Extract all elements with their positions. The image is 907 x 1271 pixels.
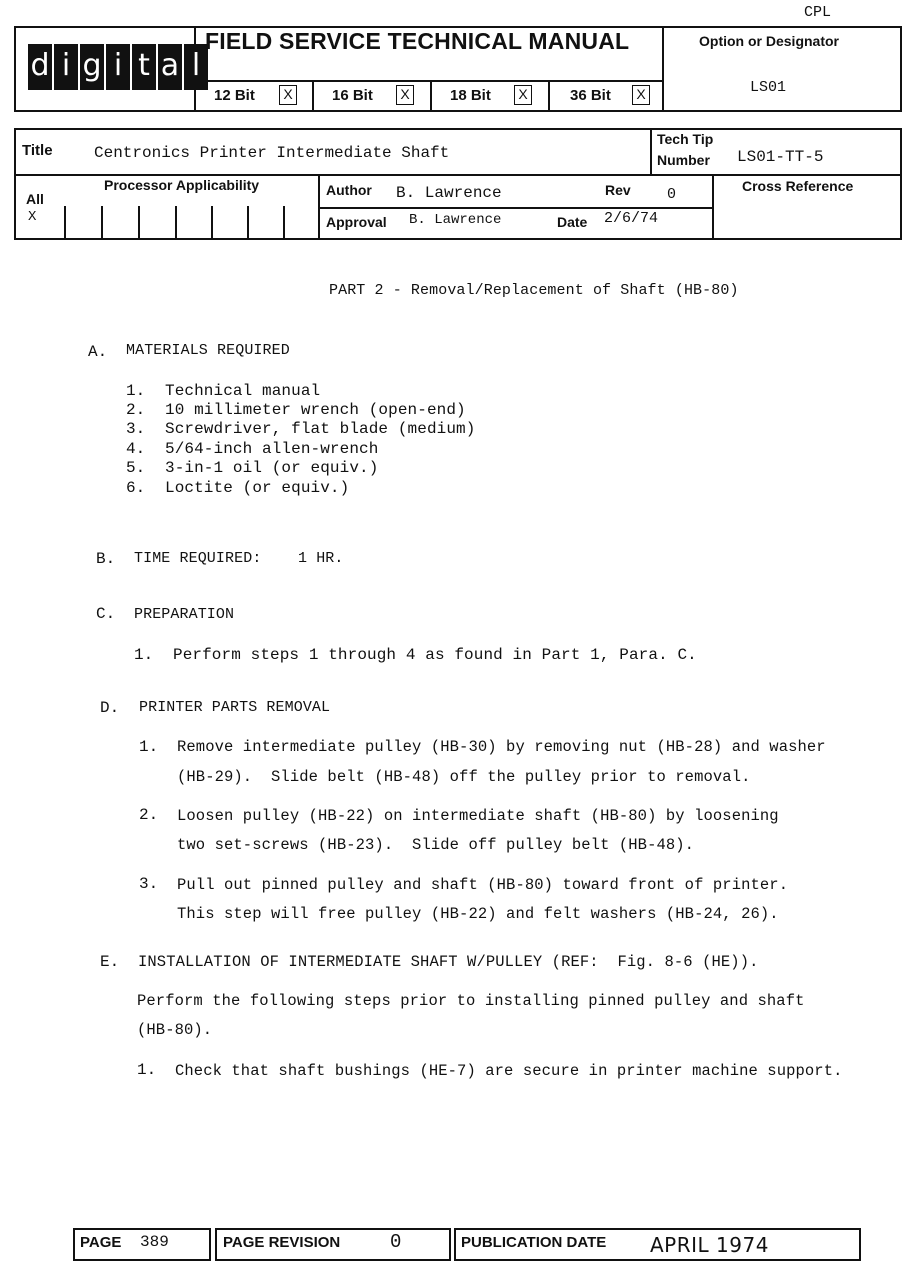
removal-step-line: Remove intermediate pulley (HB-30) by removing nut (HB-28) and washer	[177, 738, 826, 756]
processor-cell-divider	[138, 206, 140, 240]
installation-intro-line: (HB-80).	[137, 1021, 213, 1039]
removal-step-line: Loosen pulley (HB-22) on intermediate shaft (HB-80) by loosening	[177, 807, 779, 825]
section-c-title: PREPARATION	[134, 606, 235, 623]
removal-step-number: 1.	[139, 738, 159, 756]
section-b-title: TIME REQUIRED:	[134, 550, 262, 567]
publication-date-value: APRIL 1974	[650, 1233, 769, 1257]
bit-36-checkbox[interactable]: X	[632, 85, 650, 105]
tech-tip-number-value: LS01-TT-5	[737, 148, 824, 166]
title-value: Centronics Printer Intermediate Shaft	[94, 144, 450, 162]
all-value: X	[28, 209, 37, 225]
option-designator-value: LS01	[750, 79, 787, 96]
digital-logo	[28, 44, 208, 90]
removal-step-line: This step will free pulley (HB-22) and felt washers (HB-24, 26).	[177, 905, 779, 923]
processor-cell-divider	[211, 206, 213, 240]
materials-item: Screwdriver, flat blade (medium)	[165, 420, 476, 438]
info-divider	[650, 128, 652, 176]
section-e-title: INSTALLATION OF INTERMEDIATE SHAFT W/PULLEY (REF: Fig. 8-6 (HE)).	[138, 953, 759, 971]
materials-item-number: 1.	[126, 382, 146, 400]
materials-item-number: 5.	[126, 459, 146, 477]
logo-letter: t	[132, 44, 156, 90]
corner-code: CPL	[804, 4, 832, 21]
bit-divider	[430, 80, 432, 112]
processor-cell-divider	[101, 206, 103, 240]
section-d-title: PRINTER PARTS REMOVAL	[139, 699, 331, 716]
bit-16-label: 16 Bit	[332, 87, 373, 104]
bit-18-label: 18 Bit	[450, 87, 491, 104]
section-a-letter: A.	[88, 343, 108, 361]
installation-step: Check that shaft bushings (HE-7) are secure in printer machine support.	[175, 1062, 843, 1080]
logo-letter: g	[80, 44, 104, 90]
logo-letter: i	[106, 44, 130, 90]
preparation-item-number: 1.	[134, 646, 154, 664]
removal-step-line: (HB-29). Slide belt (HB-48) off the pulley prior to removal.	[177, 768, 751, 786]
bit-divider	[312, 80, 314, 112]
processor-cell-divider	[283, 206, 285, 240]
removal-step-line: two set-screws (HB-23). Slide off pulley belt (HB-48).	[177, 836, 695, 854]
cross-reference-label: Cross Reference	[742, 178, 854, 194]
logo-letter: a	[158, 44, 182, 90]
preparation-item: Perform steps 1 through 4 as found in Part 1, Para. C.	[173, 646, 697, 664]
author-value: B. Lawrence	[396, 184, 502, 202]
date-value: 2/6/74	[604, 210, 659, 227]
header-divider	[194, 80, 664, 82]
processor-cell-divider	[175, 206, 177, 240]
page-label: PAGE	[80, 1234, 122, 1251]
bit-12-checkbox[interactable]: X	[279, 85, 297, 105]
page-revision-value: 0	[390, 1231, 402, 1253]
materials-item: 5/64-inch allen-wrench	[165, 440, 379, 458]
installation-step-number: 1.	[137, 1061, 157, 1079]
approval-label: Approval	[326, 214, 387, 230]
section-a-title: MATERIALS REQUIRED	[126, 342, 290, 359]
section-b-letter: B.	[96, 550, 116, 568]
rev-value: 0	[667, 186, 677, 203]
materials-item-number: 3.	[126, 420, 146, 438]
all-label: All	[26, 191, 44, 207]
processor-cell-divider	[247, 206, 249, 240]
materials-item: Loctite (or equiv.)	[165, 479, 350, 497]
date-label: Date	[557, 214, 588, 230]
bit-18-checkbox[interactable]: X	[514, 85, 532, 105]
section-c-letter: C.	[96, 605, 116, 623]
removal-step-line: Pull out pinned pulley and shaft (HB-80) toward front of printer.	[177, 876, 789, 894]
option-designator-label: Option or Designator	[699, 33, 839, 49]
author-label: Author	[326, 182, 372, 198]
section-d-letter: D.	[100, 699, 120, 717]
bit-divider	[548, 80, 550, 112]
materials-item: 10 millimeter wrench (open-end)	[165, 401, 466, 419]
materials-item-number: 4.	[126, 440, 146, 458]
time-required-value: 1 HR.	[298, 550, 344, 567]
page-revision-label: PAGE REVISION	[223, 1234, 341, 1251]
header-divider	[662, 26, 664, 112]
installation-intro-line: Perform the following steps prior to installing pinned pulley and shaft	[137, 992, 805, 1010]
logo-letter: i	[54, 44, 78, 90]
info-divider	[14, 174, 902, 176]
rev-label: Rev	[605, 182, 631, 198]
tech-tip-label: Tech Tip	[657, 131, 714, 147]
publication-date-label: PUBLICATION DATE	[461, 1234, 607, 1251]
materials-item-number: 6.	[126, 479, 146, 497]
logo-letter: d	[28, 44, 52, 90]
processor-cell-divider	[64, 206, 66, 240]
removal-step-number: 3.	[139, 875, 159, 893]
processor-applicability-label: Processor Applicability	[104, 177, 260, 193]
bit-12-label: 12 Bit	[214, 87, 255, 104]
part-title: PART 2 - Removal/Replacement of Shaft (HB-80)	[329, 282, 739, 299]
info-divider	[318, 207, 714, 209]
tech-tip-number-label: Number	[657, 152, 710, 168]
page-number: 389	[140, 1233, 169, 1251]
bit-16-checkbox[interactable]: X	[396, 85, 414, 105]
removal-step-number: 2.	[139, 806, 159, 824]
materials-item: 3-in-1 oil (or equiv.)	[165, 459, 379, 477]
manual-title: FIELD SERVICE TECHNICAL MANUAL	[205, 28, 630, 54]
bit-36-label: 36 Bit	[570, 87, 611, 104]
title-label: Title	[22, 142, 53, 159]
materials-item-number: 2.	[126, 401, 146, 419]
section-e-letter: E.	[100, 953, 120, 971]
materials-item: Technical manual	[165, 382, 321, 400]
approval-value: B. Lawrence	[409, 212, 502, 228]
logo-letter: l	[184, 44, 208, 90]
